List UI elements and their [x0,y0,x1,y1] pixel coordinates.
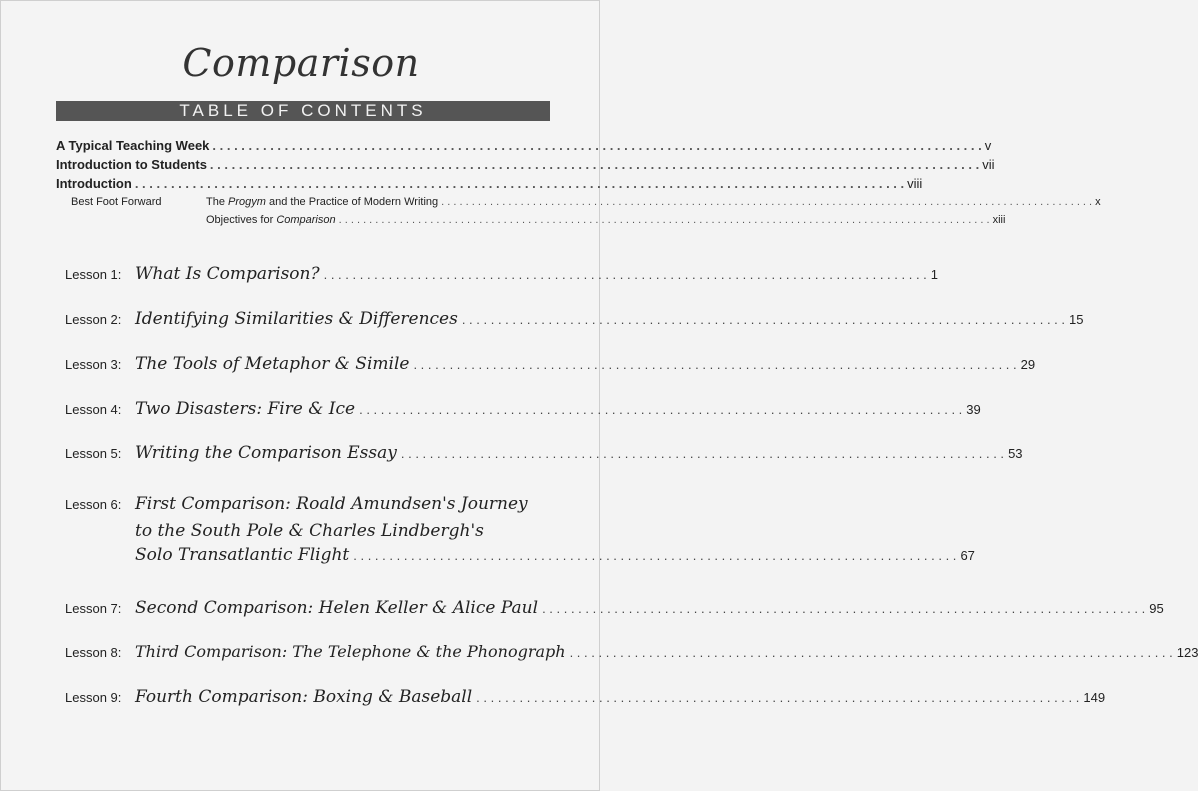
toc-entry-label: A Typical Teaching Week [56,138,210,153]
lesson-title: Fourth Comparison: Boxing & Baseball [135,687,473,707]
lesson-number: Lesson 5: [65,446,122,461]
dot-leader [570,645,1173,660]
lesson-title: Second Comparison: Helen Keller & Alice Paul [135,598,539,618]
lesson-number: Lesson 8: [65,645,122,660]
dot-leader [542,601,1145,616]
dot-leader [476,690,1079,705]
book-title: Comparison [182,41,420,85]
lesson-page: 123 [1176,645,1198,660]
lesson-page: 29 [1020,357,1036,372]
toc-entry-introduction[interactable] [56,176,923,191]
toc-entry-intro-students[interactable] [56,157,995,172]
dot-leader [413,357,1016,372]
lesson-title: Two Disasters: Fire & Ice [135,399,356,419]
sub-entry-page: x [1095,196,1101,208]
lesson-number: Lesson 1: [65,267,122,282]
lesson-entry-8[interactable] [65,642,1198,661]
lesson-entry-2[interactable] [65,309,1084,329]
toc-entry-page: viii [907,176,923,191]
dot-leader [353,548,956,563]
lesson-page: 95 [1149,601,1164,616]
lesson-number: Lesson 6: [65,497,122,512]
lesson-page: 53 [1008,446,1023,461]
lesson-entry-6[interactable] [65,491,975,565]
lesson-number: Lesson 2: [65,312,122,327]
lesson-number: Lesson 4: [65,402,122,417]
lesson-entry-3[interactable] [65,354,1036,374]
dot-leader [135,176,904,191]
toc-entry-label: Introduction [56,176,132,191]
lesson-number: Lesson 7: [65,601,122,616]
lesson-title-line: Solo Transatlantic Flight [135,545,350,565]
toc-entry-teaching-week[interactable] [56,138,992,153]
sub-entry-page: xiii [992,214,1006,226]
lesson-page: 39 [966,402,981,417]
lesson-title: Writing the Comparison Essay [135,443,397,463]
lesson-number: Lesson 3: [65,357,122,372]
lesson-title: The Tools of Metaphor & Simile [135,354,410,374]
lesson-title: What Is Comparison? [135,264,320,284]
dot-leader [462,312,1065,327]
toc-entry-page: vii [982,157,995,172]
lesson-page: 1 [930,267,939,282]
dot-leader [212,138,981,153]
dot-leader [401,446,1004,461]
lesson-entry-4[interactable] [65,399,981,419]
lesson-title: Identifying Similarities & Differences [135,309,458,329]
sub-section-label: Best Foot Forward [71,196,162,208]
lesson-number: Lesson 9: [65,690,122,705]
lesson-page: 15 [1069,312,1084,327]
sub-entry-label: Objectives for Comparison [206,214,336,226]
lesson-entry-1[interactable] [65,264,939,284]
toc-entry-label: Introduction to Students [56,157,207,172]
lesson-entry-7[interactable] [65,598,1164,618]
dot-leader [441,196,1092,208]
lesson-entry-9[interactable] [65,687,1106,707]
lesson-page: 149 [1083,690,1106,705]
lesson-title-line: First Comparison: Roald Amundsen's Journey [135,494,528,514]
toc-banner: TABLE OF CONTENTS [56,101,550,121]
dot-leader [324,267,927,282]
dot-leader [359,402,962,417]
lesson-entry-5[interactable] [65,443,1023,463]
dot-leader [210,157,979,172]
lesson-title: Third Comparison: The Telephone & the Phonograph [135,642,566,661]
sub-entry-label: The Progym and the Practice of Modern Writing [206,196,439,208]
sub-entry-progym[interactable] [206,196,1101,208]
dot-leader [339,214,990,226]
lesson-title-line: to the South Pole & Charles Lindbergh's [135,521,484,541]
toc-entry-page: v [984,138,992,153]
sub-entry-objectives[interactable] [206,214,1006,226]
lesson-page: 67 [960,548,975,563]
